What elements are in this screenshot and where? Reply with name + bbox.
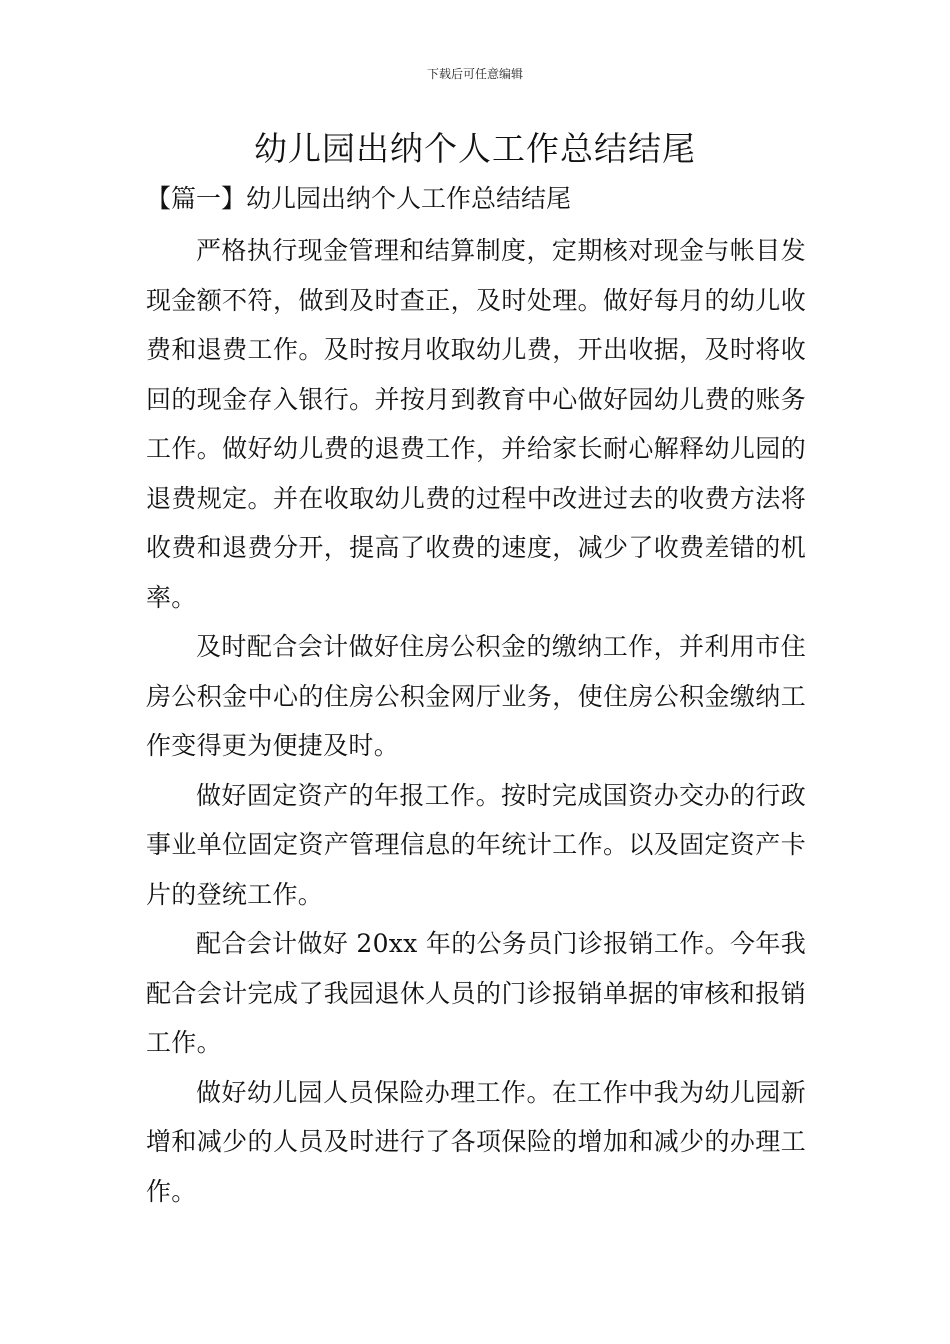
paragraph-cash-management: 严格执行现金管理和结算制度，定期核对现金与帐目发现金额不符，做到及时查正，及时处理。做好每月的幼儿收费和退费工作。及时按月收取幼儿费，开出收据，及时将收回的现金存入银行。并按月到教育中心做好园幼儿费的账务工作。做好幼儿费的退费工作，并给家长耐心解释幼儿园的退费规定。并在收取幼儿费的过程中改进过去的收费方法将收费和退费分开，提高了收费的速度，减少了收费差错的机率。	[146, 236, 806, 612]
body-text	[146, 226, 806, 1216]
document-title: 幼儿园出纳个人工作总结结尾	[254, 129, 696, 168]
paragraph-insurance: 做好幼儿园人员保险办理工作。在工作中我为幼儿园新增和减少的人员及时进行了各项保险的增加和减少的办理工作。	[146, 1077, 806, 1206]
header-note: 下载后可任意编辑	[426, 67, 523, 81]
section-heading: 【篇一】幼儿园出纳个人工作总结结尾	[146, 184, 572, 213]
paragraph-medical-reimbursement: 配合会计做好 20xx 年的公务员门诊报销工作。今年我配合会计完成了我园退休人员的门诊报销单据的审核和报销工作。	[146, 929, 806, 1057]
paragraph-housing-fund: 及时配合会计做好住房公积金的缴纳工作，并利用市住房公积金中心的住房公积金网厅业务，使住房公积金缴纳工作变得更为便捷及时。	[146, 632, 806, 760]
paragraph-fixed-assets: 做好固定资产的年报工作。按时完成国资办交办的行政事业单位固定资产管理信息的年统计工作。以及固定资产卡片的登统工作。	[146, 780, 806, 909]
